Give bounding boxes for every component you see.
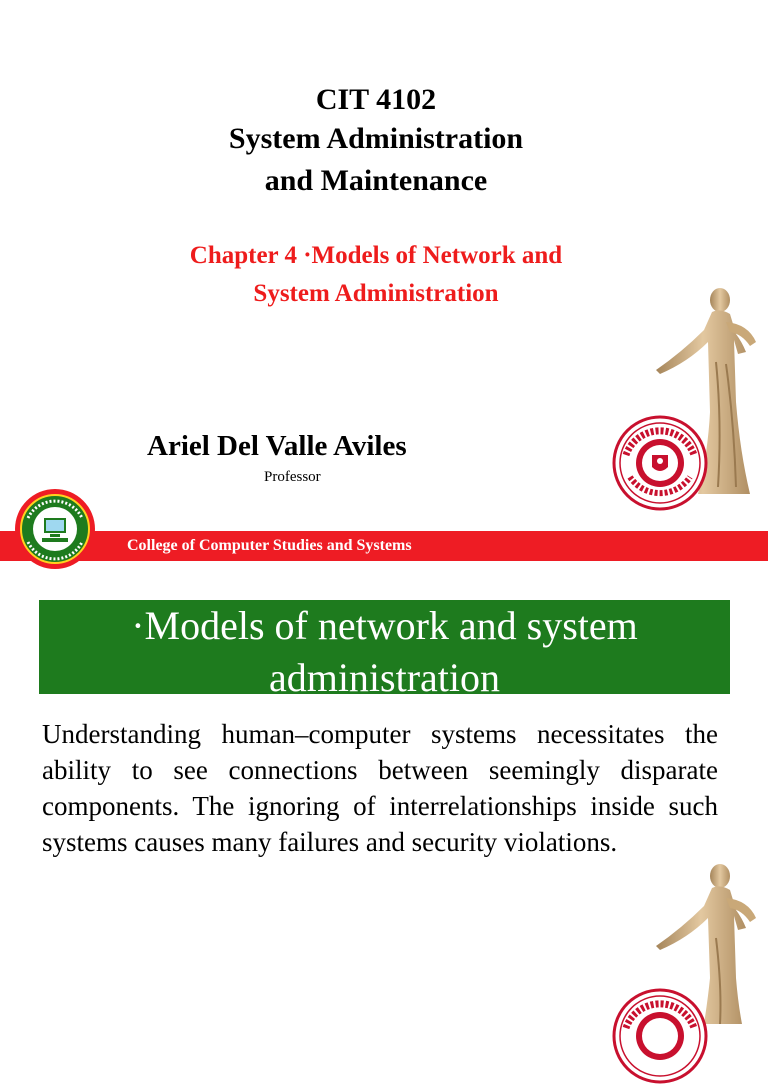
course-title-line2: and Maintenance — [264, 164, 488, 197]
university-seal-icon — [612, 988, 708, 1084]
university-seal-icon — [612, 415, 708, 511]
college-logo-icon — [14, 488, 96, 570]
section-heading-box — [39, 600, 730, 700]
course-title-line1: System Administration — [228, 122, 524, 155]
section-heading-line1: ·Models of network and system — [131, 603, 638, 648]
footer-bar-label: College of Computer Studies and Systems — [127, 537, 412, 554]
course-code: CIT 4102 — [315, 83, 437, 116]
author-name: Ariel Del Valle Aviles — [147, 430, 407, 462]
chapter-title-line1: Chapter 4 ·Models of Network and — [189, 242, 563, 269]
author-role: Professor — [264, 469, 321, 485]
body-paragraph: Understanding human–computer systems necessitates the ability to see connections between seemingly disparate components. The ignoring of interrelationships inside such systems causes many failures and security violations. — [42, 719, 718, 857]
section-heading-line2: administration — [268, 655, 501, 700]
chapter-title-line2: System Administration — [253, 280, 499, 307]
